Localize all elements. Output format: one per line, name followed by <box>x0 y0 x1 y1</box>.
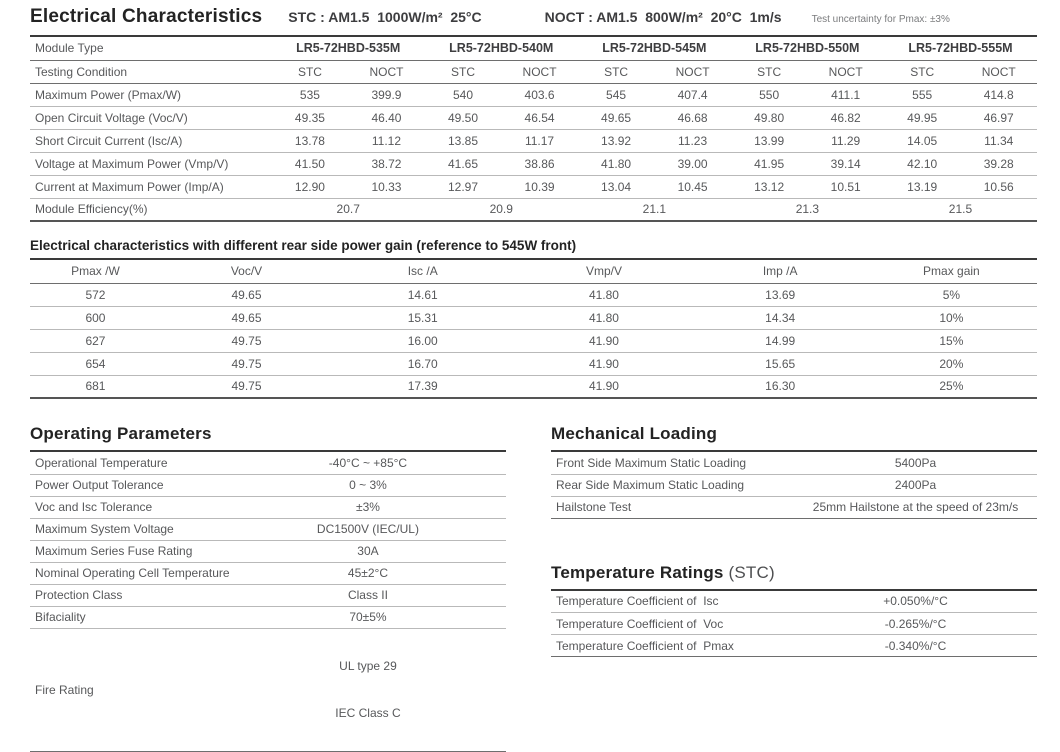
value-cell: 10.56 <box>960 175 1037 198</box>
value-cell: 545 <box>578 83 655 106</box>
rear-gain-header-row <box>30 260 1037 283</box>
voltage-max-power-row <box>30 152 1037 175</box>
value-cell: 407.4 <box>654 83 731 106</box>
condition-header: NOCT <box>501 60 578 83</box>
value-cell: 403.6 <box>501 83 578 106</box>
temperature-ratings-section <box>551 563 1037 658</box>
value-cell: 46.97 <box>960 106 1037 129</box>
column-header: Voc/V <box>161 260 332 283</box>
param-label: Temperature Coefficient of Isc <box>551 591 794 613</box>
mechanical-loading-table <box>551 452 1037 519</box>
temperature-ratings-title-suffix: (STC) <box>723 562 775 582</box>
value-cell: 11.12 <box>348 129 425 152</box>
param-value: -0.265%/°C <box>794 613 1037 635</box>
value-cell: 13.78 <box>272 129 349 152</box>
param-label: Hailstone Test <box>551 496 794 518</box>
condition-header: NOCT <box>807 60 884 83</box>
value-cell: 16.70 <box>332 352 513 375</box>
value-cell: 13.12 <box>731 175 808 198</box>
fire-rating-line: IEC Class C <box>335 705 401 720</box>
value-cell: 414.8 <box>960 83 1037 106</box>
bottom-sections <box>30 424 1037 752</box>
module-name: LR5-72HBD-535M <box>272 37 425 60</box>
value-cell: 41.50 <box>272 152 349 175</box>
value-cell: 16.30 <box>695 375 866 398</box>
param-label: Temperature Coefficient of Voc <box>551 613 794 635</box>
value-cell: 13.19 <box>884 175 961 198</box>
value-cell: 41.90 <box>513 329 694 352</box>
rear-gain-row <box>30 352 1037 375</box>
param-label: Fire Rating <box>30 628 230 751</box>
module-name: LR5-72HBD-555M <box>884 37 1037 60</box>
rear-gain-table-title: Electrical characteristics with different rear side power gain (reference to 545W front) <box>30 238 1037 260</box>
value-cell: 15.65 <box>695 352 866 375</box>
rear-gain-row <box>30 283 1037 306</box>
value-cell: 12.90 <box>272 175 349 198</box>
param-value: 0 ~ 3% <box>230 474 506 496</box>
param-value: 30A <box>230 540 506 562</box>
kv-row <box>551 496 1037 518</box>
operating-parameters-section <box>30 424 506 752</box>
value-cell: 572 <box>30 283 161 306</box>
value-cell: 46.40 <box>348 106 425 129</box>
kv-row <box>30 518 506 540</box>
value-cell: 42.10 <box>884 152 961 175</box>
value-cell: 10.51 <box>807 175 884 198</box>
section-title-electrical: Electrical Characteristics <box>30 6 263 27</box>
param-value: ±3% <box>230 496 506 518</box>
value-cell: 17.39 <box>332 375 513 398</box>
param-label: Power Output Tolerance <box>30 474 230 496</box>
value-cell: 14.05 <box>884 129 961 152</box>
noct-test-condition: NOCT : AM1.5 800W/m² 20°C 1m/s <box>544 9 782 25</box>
value-cell: 681 <box>30 375 161 398</box>
value-cell: 10.45 <box>654 175 731 198</box>
value-cell: 14.99 <box>695 329 866 352</box>
row-label: Maximum Power (Pmax/W) <box>30 83 272 106</box>
mechanical-loading-title: Mechanical Loading <box>551 424 1037 452</box>
value-cell: 20.7 <box>272 198 425 221</box>
condition-header: STC <box>731 60 808 83</box>
kv-row <box>551 591 1037 613</box>
value-cell: 39.00 <box>654 152 731 175</box>
value-cell: 49.65 <box>578 106 655 129</box>
testing-condition-row <box>30 60 1037 83</box>
value-cell: 21.5 <box>884 198 1037 221</box>
operating-parameters-table <box>30 452 506 752</box>
value-cell: 13.04 <box>578 175 655 198</box>
column-header: Isc /A <box>332 260 513 283</box>
value-cell: 49.80 <box>731 106 808 129</box>
kv-row <box>551 452 1037 474</box>
value-cell: 14.34 <box>695 306 866 329</box>
kv-row <box>551 474 1037 496</box>
param-value: 70±5% <box>230 606 506 628</box>
value-cell: 11.17 <box>501 129 578 152</box>
kv-row <box>30 562 506 584</box>
param-label: Bifaciality <box>30 606 230 628</box>
value-cell: 10.33 <box>348 175 425 198</box>
value-cell: 49.75 <box>161 375 332 398</box>
value-cell: 21.3 <box>731 198 884 221</box>
mechanical-loading-section <box>551 424 1037 519</box>
value-cell: 41.95 <box>731 152 808 175</box>
temperature-ratings-title <box>551 563 1037 591</box>
kv-row <box>551 635 1037 657</box>
stc-test-condition: STC : AM1.5 1000W/m² 25°C <box>288 9 482 25</box>
module-type-row <box>30 37 1037 60</box>
value-cell: 15.31 <box>332 306 513 329</box>
row-label: Testing Condition <box>30 60 272 83</box>
row-label: Voltage at Maximum Power (Vmp/V) <box>30 152 272 175</box>
value-cell: 399.9 <box>348 83 425 106</box>
max-power-row <box>30 83 1037 106</box>
module-efficiency-row <box>30 198 1037 221</box>
kv-row <box>30 474 506 496</box>
kv-row <box>30 606 506 628</box>
value-cell: 11.34 <box>960 129 1037 152</box>
kv-row <box>30 540 506 562</box>
value-cell: 12.97 <box>425 175 502 198</box>
condition-header: STC <box>884 60 961 83</box>
value-cell: 13.69 <box>695 283 866 306</box>
value-cell: 49.65 <box>161 306 332 329</box>
value-cell: 46.54 <box>501 106 578 129</box>
param-value <box>230 628 506 751</box>
param-label: Voc and Isc Tolerance <box>30 496 230 518</box>
kv-row <box>551 613 1037 635</box>
row-label: Module Efficiency(%) <box>30 198 272 221</box>
kv-row <box>30 452 506 474</box>
value-cell: 411.1 <box>807 83 884 106</box>
column-header: Vmp/V <box>513 260 694 283</box>
electrical-characteristics-header <box>30 6 1037 37</box>
param-label: Maximum System Voltage <box>30 518 230 540</box>
param-value: +0.050%/°C <box>794 591 1037 613</box>
temperature-ratings-table <box>551 591 1037 658</box>
param-label: Temperature Coefficient of Pmax <box>551 635 794 657</box>
value-cell: 535 <box>272 83 349 106</box>
param-label: Rear Side Maximum Static Loading <box>551 474 794 496</box>
test-uncertainty-note: Test uncertainty for Pmax: ±3% <box>811 14 950 25</box>
value-cell: 49.50 <box>425 106 502 129</box>
value-cell: 20% <box>866 352 1037 375</box>
param-value: 2400Pa <box>794 474 1037 496</box>
column-header: Pmax gain <box>866 260 1037 283</box>
value-cell: 46.68 <box>654 106 731 129</box>
value-cell: 38.72 <box>348 152 425 175</box>
column-header: Pmax /W <box>30 260 161 283</box>
condition-header: STC <box>272 60 349 83</box>
value-cell: 11.29 <box>807 129 884 152</box>
kv-row <box>30 584 506 606</box>
param-value: -40°C ~ +85°C <box>230 452 506 474</box>
value-cell: 49.65 <box>161 283 332 306</box>
value-cell: 46.82 <box>807 106 884 129</box>
value-cell: 627 <box>30 329 161 352</box>
value-cell: 15% <box>866 329 1037 352</box>
param-label: Nominal Operating Cell Temperature <box>30 562 230 584</box>
value-cell: 5% <box>866 283 1037 306</box>
current-max-power-row <box>30 175 1037 198</box>
value-cell: 555 <box>884 83 961 106</box>
value-cell: 41.80 <box>578 152 655 175</box>
value-cell: 49.95 <box>884 106 961 129</box>
value-cell: 39.28 <box>960 152 1037 175</box>
value-cell: 13.85 <box>425 129 502 152</box>
short-circuit-current-row <box>30 129 1037 152</box>
column-header: Imp /A <box>695 260 866 283</box>
module-name: LR5-72HBD-545M <box>578 37 731 60</box>
value-cell: 41.90 <box>513 375 694 398</box>
param-value: -0.340%/°C <box>794 635 1037 657</box>
value-cell: 41.90 <box>513 352 694 375</box>
param-value: 25mm Hailstone at the speed of 23m/s <box>794 496 1037 518</box>
condition-header: NOCT <box>348 60 425 83</box>
module-name: LR5-72HBD-540M <box>425 37 578 60</box>
value-cell: 550 <box>731 83 808 106</box>
value-cell: 600 <box>30 306 161 329</box>
value-cell: 41.80 <box>513 283 694 306</box>
temperature-ratings-title-text: Temperature Ratings <box>551 562 724 582</box>
value-cell: 49.35 <box>272 106 349 129</box>
kv-row <box>30 496 506 518</box>
value-cell: 41.80 <box>513 306 694 329</box>
value-cell: 25% <box>866 375 1037 398</box>
row-label: Short Circuit Current (Isc/A) <box>30 129 272 152</box>
param-value: 5400Pa <box>794 452 1037 474</box>
value-cell: 16.00 <box>332 329 513 352</box>
param-value: DC1500V (IEC/UL) <box>230 518 506 540</box>
row-label: Current at Maximum Power (Imp/A) <box>30 175 272 198</box>
value-cell: 540 <box>425 83 502 106</box>
open-circuit-voltage-row <box>30 106 1037 129</box>
kv-row-fire-rating <box>30 628 506 751</box>
condition-header: NOCT <box>654 60 731 83</box>
row-label: Open Circuit Voltage (Voc/V) <box>30 106 272 129</box>
value-cell: 654 <box>30 352 161 375</box>
value-cell: 39.14 <box>807 152 884 175</box>
value-cell: 21.1 <box>578 198 731 221</box>
param-label: Maximum Series Fuse Rating <box>30 540 230 562</box>
condition-header: NOCT <box>960 60 1037 83</box>
rear-gain-row <box>30 329 1037 352</box>
value-cell: 10.39 <box>501 175 578 198</box>
value-cell: 49.75 <box>161 352 332 375</box>
param-label: Front Side Maximum Static Loading <box>551 452 794 474</box>
value-cell: 20.9 <box>425 198 578 221</box>
operating-parameters-title: Operating Parameters <box>30 424 506 452</box>
value-cell: 11.23 <box>654 129 731 152</box>
param-value: 45±2°C <box>230 562 506 584</box>
value-cell: 10% <box>866 306 1037 329</box>
param-label: Operational Temperature <box>30 452 230 474</box>
value-cell: 13.99 <box>731 129 808 152</box>
condition-header: STC <box>425 60 502 83</box>
value-cell: 38.86 <box>501 152 578 175</box>
rear-gain-table <box>30 260 1037 399</box>
condition-header: STC <box>578 60 655 83</box>
param-label: Protection Class <box>30 584 230 606</box>
value-cell: 41.65 <box>425 152 502 175</box>
value-cell: 49.75 <box>161 329 332 352</box>
fire-rating-line: UL type 29 <box>339 658 397 673</box>
electrical-characteristics-table <box>30 37 1037 222</box>
value-cell: 13.92 <box>578 129 655 152</box>
rear-gain-row <box>30 306 1037 329</box>
param-value: Class II <box>230 584 506 606</box>
value-cell: 14.61 <box>332 283 513 306</box>
right-column <box>551 424 1037 752</box>
rear-gain-row <box>30 375 1037 398</box>
module-name: LR5-72HBD-550M <box>731 37 884 60</box>
row-label: Module Type <box>30 37 272 60</box>
